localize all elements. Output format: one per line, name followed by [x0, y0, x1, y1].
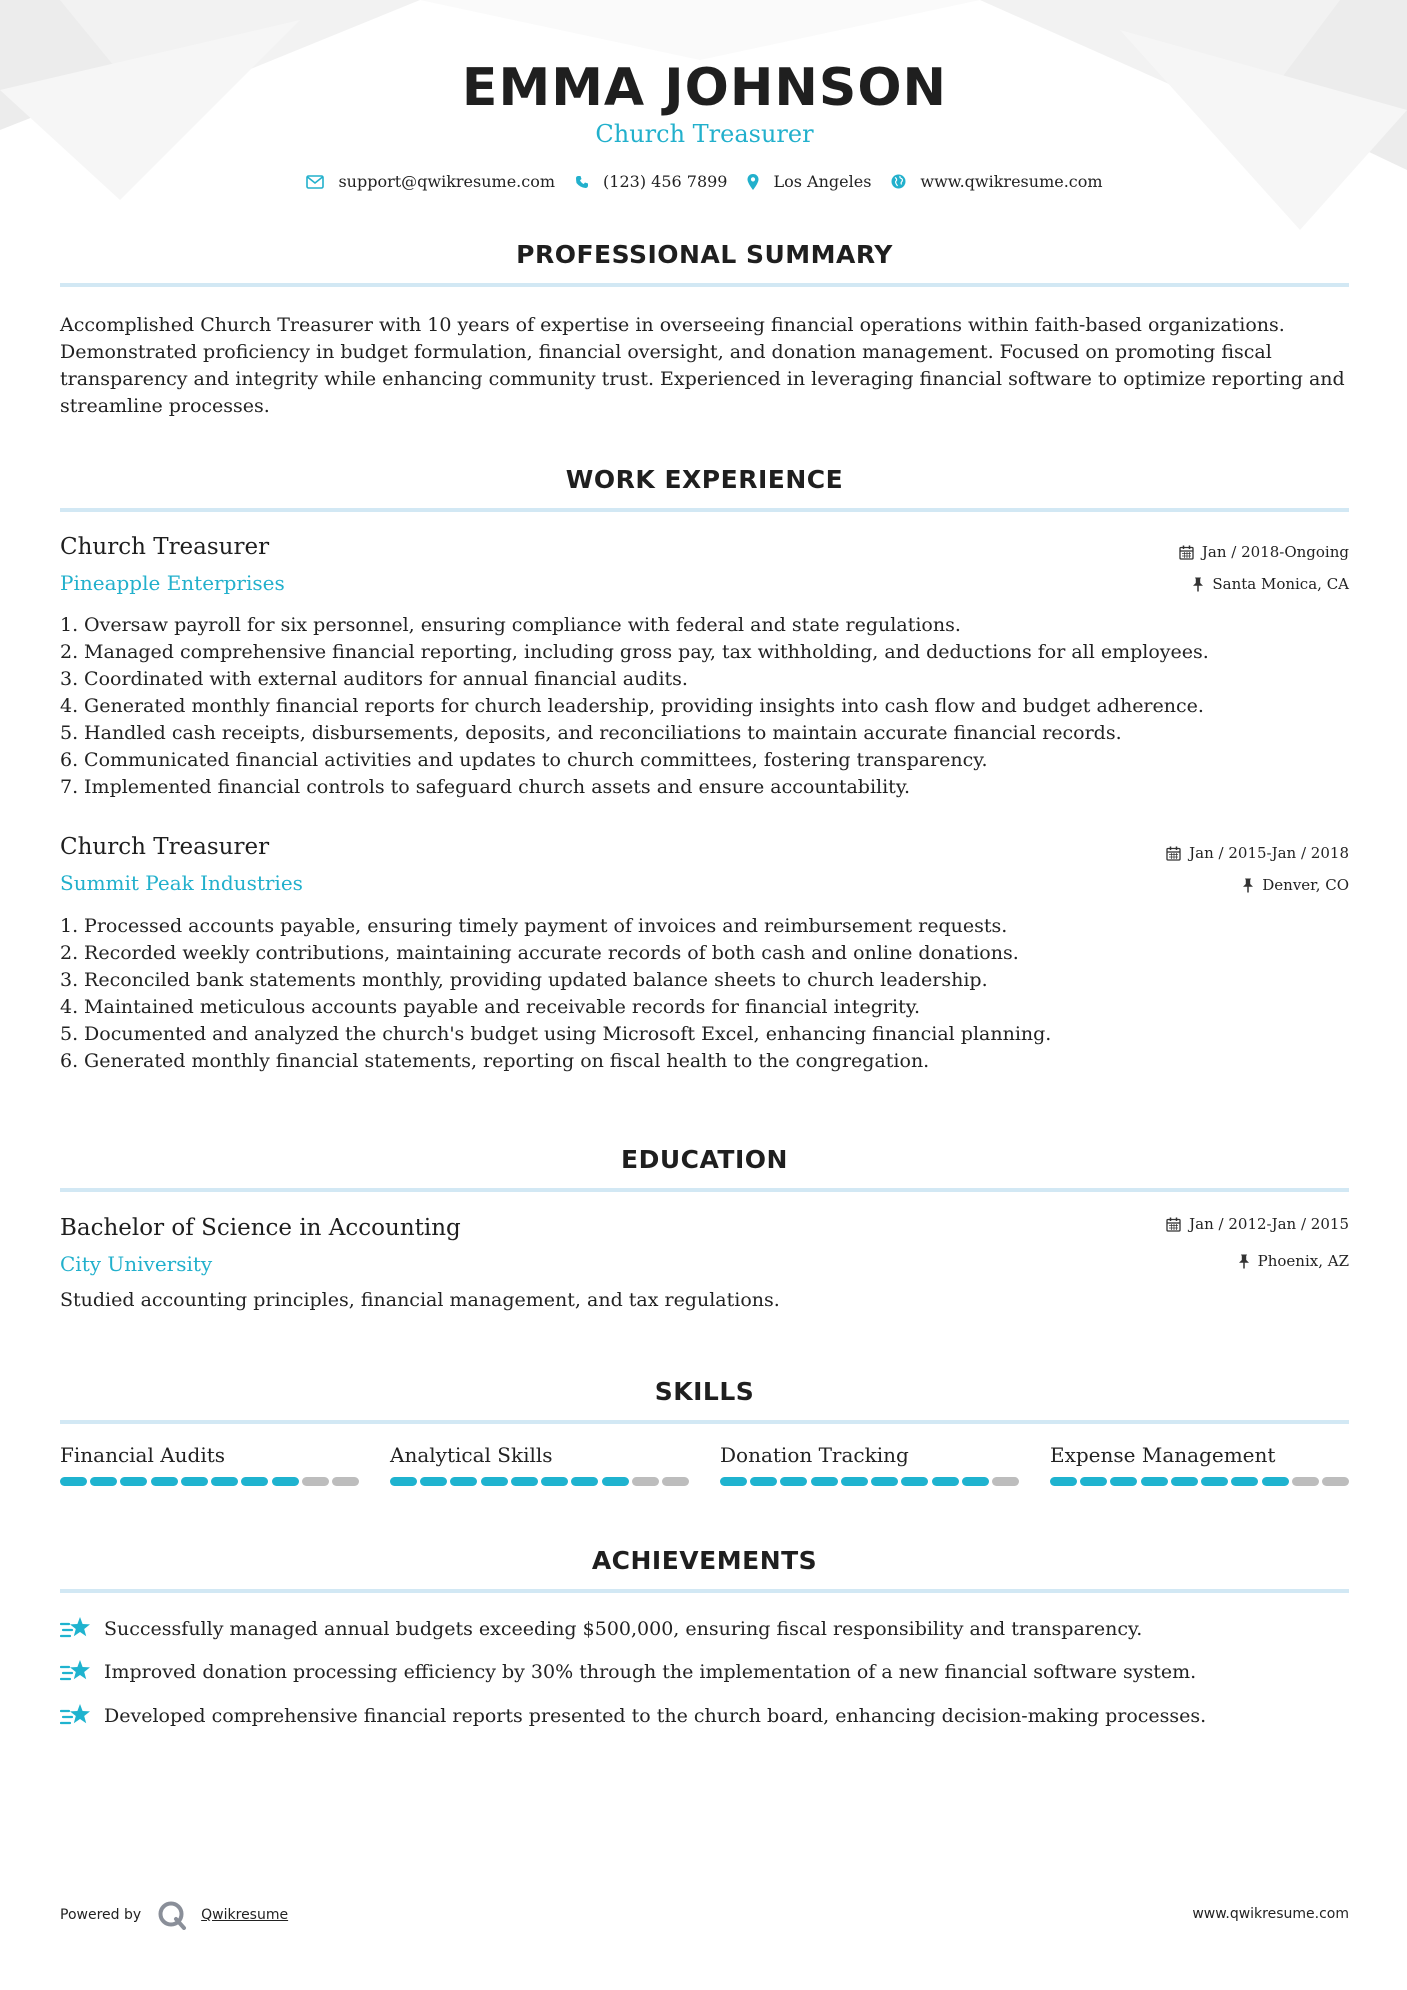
achievements-heading: ACHIEVEMENTS	[591, 1546, 818, 1575]
qwikresume-link[interactable]: Qwikresume	[201, 1907, 289, 1923]
skill-dot-filled	[1201, 1477, 1228, 1486]
phone-text: (123) 456 7899	[603, 172, 728, 191]
calendar-icon	[1166, 846, 1181, 861]
skill-dot-filled	[1262, 1477, 1289, 1486]
calendar-icon	[1166, 1217, 1181, 1232]
footer-website[interactable]: www.qwikresume.com	[1192, 1906, 1349, 1922]
list-item: 6. Communicated financial activities and updates to church committees, fostering transparency.	[60, 749, 988, 771]
pushpin-icon	[1238, 1254, 1250, 1269]
education-heading: EDUCATION	[621, 1145, 788, 1174]
skill-dot-filled	[1231, 1477, 1258, 1486]
education-description: Studied accounting principles, financial management, and tax regulations.	[60, 1289, 780, 1311]
skill-dot-filled	[720, 1477, 747, 1486]
footer-powered-by	[60, 1900, 288, 1930]
skill-dot-filled	[450, 1477, 477, 1486]
job-title: Church Treasurer	[60, 834, 270, 860]
skill-dot-filled	[211, 1477, 238, 1486]
experience-heading: WORK EXPERIENCE	[565, 465, 844, 494]
skill-item	[60, 1443, 359, 1486]
skill-dot-filled	[811, 1477, 838, 1486]
pushpin-icon	[1242, 878, 1254, 893]
education-dates-text: Jan / 2012-Jan / 2015	[1189, 1215, 1349, 1233]
list-item: 7. Implemented financial controls to safeguard church assets and ensure accountability.	[60, 776, 911, 798]
shooting-star-icon	[60, 1615, 92, 1643]
list-item: 5. Documented and analyzed the church's budget using Microsoft Excel, enhancing financial planning.	[60, 1023, 1052, 1045]
list-item: 1. Processed accounts payable, ensuring timely payment of invoices and reimbursement requests.	[60, 915, 1008, 937]
skill-dot-filled	[841, 1477, 868, 1486]
contact-phone[interactable]	[575, 172, 727, 191]
list-item: 2. Recorded weekly contributions, maintaining accurate records of both cash and online donations.	[60, 942, 1019, 964]
achievement-item	[60, 1615, 1349, 1643]
job-company: Summit Peak Industries	[60, 871, 303, 895]
skill-dot-empty	[1322, 1477, 1349, 1486]
list-item: 4. Generated monthly financial reports for church leadership, providing insights into cash flow and budget adherence.	[60, 695, 1204, 717]
skill-dot-filled	[481, 1477, 508, 1486]
education-dates	[1166, 1215, 1349, 1233]
summary-divider	[60, 283, 1349, 287]
qwikresume-logo-icon	[157, 1900, 187, 1930]
school-name: City University	[60, 1252, 213, 1276]
skill-dot-filled	[780, 1477, 807, 1486]
map-pin-icon	[747, 174, 759, 190]
skill-name: Analytical Skills	[390, 1443, 553, 1467]
skill-dot-empty	[302, 1477, 329, 1486]
skills-heading: SKILLS	[654, 1377, 755, 1406]
experience-divider	[60, 508, 1349, 512]
skill-dot-filled	[241, 1477, 268, 1486]
skill-dot-filled	[151, 1477, 178, 1486]
job-location	[1192, 575, 1349, 593]
achievement-text: Successfully managed annual budgets exceeding $500,000, ensuring fiscal responsibility and transparency.	[104, 1618, 1143, 1640]
job-responsibilities	[60, 913, 1349, 1075]
skill-level-meter	[1050, 1477, 1349, 1486]
job-location-text: Denver, CO	[1262, 876, 1349, 894]
achievement-text: Improved donation processing efficiency by 30% through the implementation of a new financial software system.	[104, 1661, 1197, 1683]
job-title: Church Treasurer	[60, 534, 270, 560]
skill-dot-filled	[1080, 1477, 1107, 1486]
achievement-item	[60, 1658, 1349, 1686]
list-item: 3. Coordinated with external auditors for annual financial audits.	[60, 668, 688, 690]
shooting-star-icon	[60, 1658, 92, 1686]
degree-title: Bachelor of Science in Accounting	[60, 1215, 461, 1241]
pushpin-icon	[1192, 577, 1204, 592]
skill-dot-filled	[181, 1477, 208, 1486]
skill-dot-empty	[1292, 1477, 1319, 1486]
skill-dot-empty	[992, 1477, 1019, 1486]
skills-divider	[60, 1420, 1349, 1424]
job-dates	[1166, 844, 1349, 862]
skill-dot-filled	[602, 1477, 629, 1486]
skill-dot-filled	[420, 1477, 447, 1486]
list-item: 1. Oversaw payroll for six personnel, ensuring compliance with federal and state regulations.	[60, 614, 961, 636]
job-company: Pineapple Enterprises	[60, 571, 285, 595]
skill-item	[720, 1443, 1019, 1486]
skill-dot-filled	[901, 1477, 928, 1486]
skill-dot-filled	[1110, 1477, 1137, 1486]
skill-name: Expense Management	[1050, 1443, 1276, 1467]
education-divider	[60, 1188, 1349, 1192]
job-dates	[1179, 543, 1349, 561]
calendar-icon	[1179, 545, 1194, 560]
location-text: Los Angeles	[773, 172, 872, 191]
skill-dot-empty	[632, 1477, 659, 1486]
skill-dot-filled	[1050, 1477, 1077, 1486]
skill-dot-filled	[390, 1477, 417, 1486]
list-item: 6. Generated monthly financial statements, reporting on fiscal health to the congregation.	[60, 1050, 930, 1072]
candidate-role: Church Treasurer	[595, 120, 814, 148]
achievement-text: Developed comprehensive financial reports presented to the church board, enhancing decision-making processes.	[104, 1705, 1207, 1727]
resume-page	[60, 0, 1349, 1990]
skill-dot-filled	[1141, 1477, 1168, 1486]
website-text: www.qwikresume.com	[920, 172, 1103, 191]
list-item: 2. Managed comprehensive financial reporting, including gross pay, tax withholding, and deductions for all employees.	[60, 641, 1209, 663]
skill-level-meter	[390, 1477, 689, 1486]
skill-dot-filled	[90, 1477, 117, 1486]
education-location	[1238, 1252, 1349, 1270]
list-item: 3. Reconciled bank statements monthly, providing updated balance sheets to church leadership.	[60, 969, 988, 991]
job-location-text: Santa Monica, CA	[1212, 575, 1349, 593]
skill-item	[1050, 1443, 1349, 1486]
skill-dot-filled	[272, 1477, 299, 1486]
skill-dot-filled	[60, 1477, 87, 1486]
skill-dot-filled	[932, 1477, 959, 1486]
envelope-icon	[306, 175, 324, 189]
education-location-text: Phoenix, AZ	[1257, 1252, 1349, 1270]
globe-icon	[891, 174, 906, 189]
summary-heading: PROFESSIONAL SUMMARY	[516, 240, 893, 269]
achievements-divider	[60, 1589, 1349, 1593]
skill-dot-filled	[571, 1477, 598, 1486]
job-location	[1242, 876, 1349, 894]
skill-name: Donation Tracking	[720, 1443, 909, 1467]
contact-bar	[60, 172, 1349, 191]
skill-dot-filled	[962, 1477, 989, 1486]
skill-dot-filled	[1171, 1477, 1198, 1486]
contact-location	[747, 172, 871, 191]
skill-level-meter	[60, 1477, 359, 1486]
job-dates-text: Jan / 2018-Ongoing	[1201, 543, 1349, 561]
skill-dot-filled	[750, 1477, 777, 1486]
skill-dot-empty	[662, 1477, 689, 1486]
skill-item	[390, 1443, 689, 1486]
contact-email[interactable]	[306, 172, 555, 191]
skill-name: Financial Audits	[60, 1443, 226, 1467]
skill-level-meter	[720, 1477, 1019, 1486]
list-item: 4. Maintained meticulous accounts payable and receivable records for financial integrity.	[60, 996, 920, 1018]
skill-dot-filled	[541, 1477, 568, 1486]
achievement-item	[60, 1702, 1349, 1730]
skills-list	[60, 1443, 1349, 1486]
shooting-star-icon	[60, 1702, 92, 1730]
job-dates-text: Jan / 2015-Jan / 2018	[1189, 844, 1349, 862]
skill-dot-filled	[871, 1477, 898, 1486]
candidate-name: EMMA JOHNSON	[461, 58, 948, 118]
email-text: support@qwikresume.com	[338, 172, 556, 191]
skill-dot-empty	[332, 1477, 359, 1486]
skill-dot-filled	[120, 1477, 147, 1486]
list-item: 5. Handled cash receipts, disbursements, deposits, and reconciliations to maintain accurate financial records.	[60, 722, 1122, 744]
summary-text: Accomplished Church Treasurer with 10 years of expertise in overseeing financial operations within faith-based organizations. Demonstrated proficiency in budget formulation, financial oversight, and donation management. Focused on promoting fiscal transparency and integrity while enhancing community trust. Experienced in leveraging financial software to optimize reporting and streamline processes.	[60, 314, 1345, 417]
contact-website[interactable]	[891, 172, 1102, 191]
phone-icon	[575, 175, 589, 189]
job-responsibilities	[60, 612, 1349, 801]
skill-dot-filled	[511, 1477, 538, 1486]
powered-by-label: Powered by	[60, 1907, 142, 1923]
